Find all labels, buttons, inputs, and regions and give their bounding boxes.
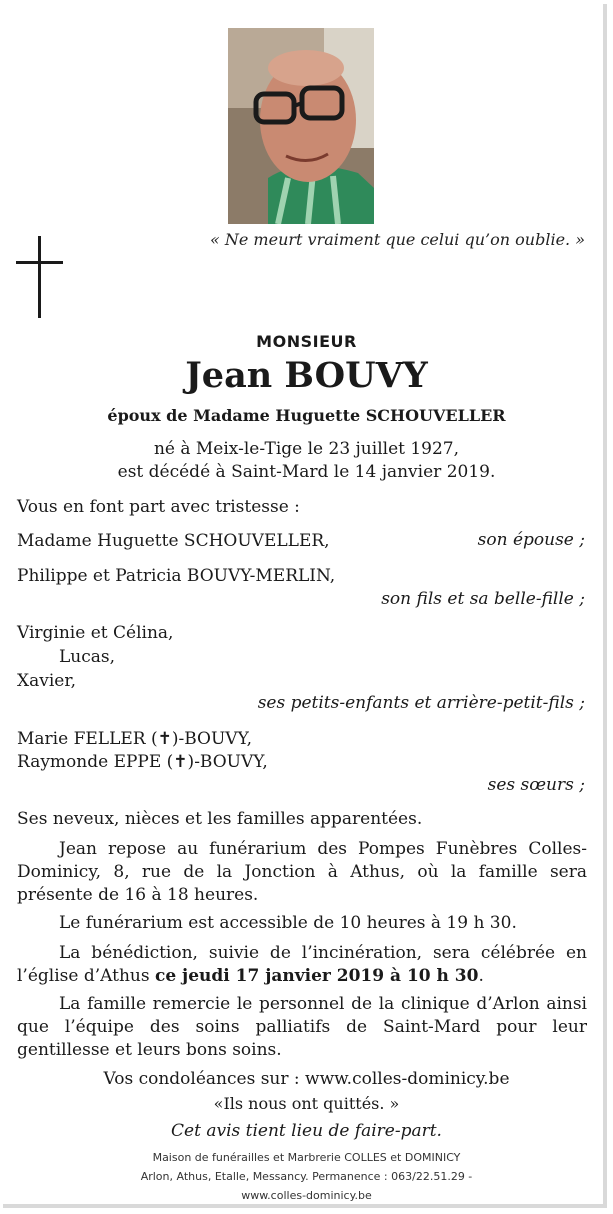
site-section: «Ils nous ont quittés. »	[213, 1094, 400, 1113]
wife-name: Madame Huguette SCHOUVELLER,	[17, 531, 330, 551]
honorific: MONSIEUR	[256, 332, 357, 351]
access-paragraph: Le funérarium est accessible de 10 heures à 19 h 30.	[59, 913, 517, 933]
grandchild-3: Xavier,	[17, 671, 77, 691]
announce-line: Vous en font part avec tristesse :	[17, 497, 300, 517]
birth-death-block	[0, 438, 613, 484]
grandchild-1: Virginie et Célina,	[17, 623, 174, 643]
portrait-photo	[228, 28, 374, 224]
sister-2: Raymonde EPPE (✝)-BOUVY,	[17, 752, 268, 772]
blessing-paragraph	[17, 942, 587, 988]
footer-website: www.colles-dominicy.be	[241, 1189, 372, 1202]
cross-icon	[16, 236, 63, 318]
sister-1: Marie FELLER (✝)-BOUVY,	[17, 729, 253, 749]
wife-role: son épouse ;	[477, 530, 585, 550]
blessing-end: .	[478, 966, 484, 986]
grandchild-2: Lucas,	[59, 647, 116, 667]
thanks-paragraph: La famille remercie le personnel de la clinique d’Arlon ainsi que l’équipe des soins palliatifs de Saint-Mard pour leur gentillesse et leurs bons soins.	[17, 994, 587, 1060]
son-role: son fils et sa belle-fille ;	[381, 589, 585, 609]
deceased-name: Jean BOUVY	[185, 355, 428, 396]
grandchildren-role: ses petits-enfants et arrière-petit-fils ;	[257, 693, 585, 713]
epitaph-quote: « Ne meurt vraiment que celui qu’on oublie. »	[210, 230, 585, 249]
nephews-line: Ses neveux, nièces et les familles apparentées.	[17, 809, 423, 829]
spouse-line: époux de Madame Huguette SCHOUVELLER	[107, 406, 506, 425]
birth-line: né à Meix-le-Tige le 23 juillet 1927,	[153, 439, 460, 459]
son-name: Philippe et Patricia BOUVY-MERLIN,	[17, 566, 336, 586]
footer-locations: Arlon, Athus, Etalle, Messancy. Permanence : 063/22.51.29 -	[140, 1170, 473, 1183]
notice-line: Cet avis tient lieu de faire-part.	[171, 1121, 442, 1141]
footer-company: Maison de funérailles et Marbrerie COLLES et DOMINICY	[152, 1151, 461, 1164]
death-line: est décédé à Saint-Mard le 14 janvier 2019.	[117, 462, 496, 482]
blessing-text: La bénédiction, suivie de l’incinération, sera célébrée en l’église d’Athus	[17, 943, 587, 986]
funerarium-paragraph: Jean repose au funérarium des Pompes Funèbres Colles-Dominicy, 8, rue de la Jonction à Athus, où la famille sera présente de 16 à 18 heures.	[17, 839, 587, 905]
blessing-date: ce jeudi 17 janvier 2019 à 10 h 30	[154, 966, 479, 986]
condolences-line: Vos condoléances sur : www.colles-dominicy.be	[103, 1069, 510, 1089]
sisters-role: ses sœurs ;	[487, 775, 585, 795]
